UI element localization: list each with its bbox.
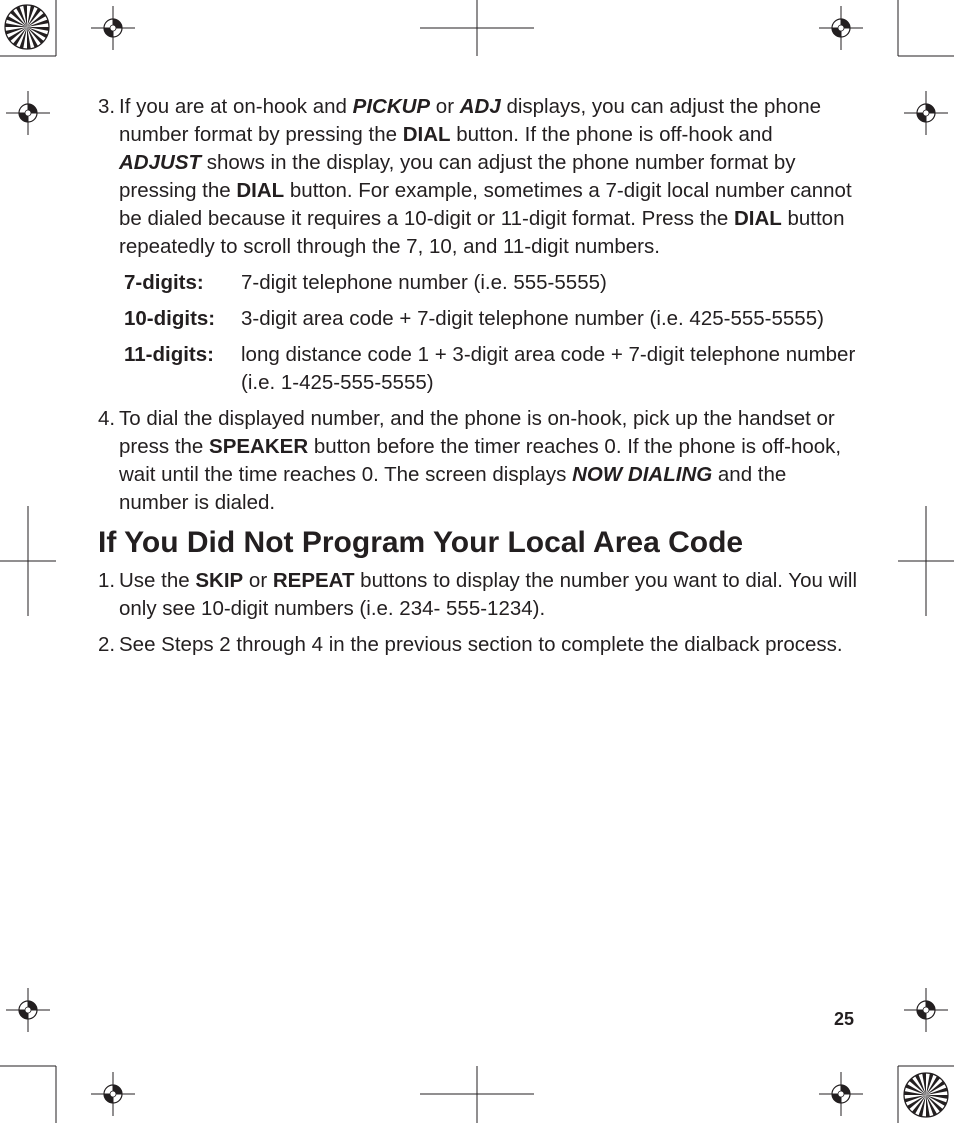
- definition-desc: 7-digit telephone number (i.e. 555-5555): [241, 271, 607, 294]
- steps-group-a: [98, 93, 858, 261]
- digit-definitions: [124, 269, 858, 397]
- button-name: SPEAKER: [209, 435, 309, 458]
- button-name: DIAL: [236, 179, 285, 202]
- display-term: NOW DIALING: [572, 463, 713, 486]
- text-segment: or: [430, 95, 460, 118]
- definition-desc: long distance code 1 + 3-digit area code + 7-digit telephone number (i.e. 1-425-555-5555): [241, 343, 856, 394]
- display-term: ADJ: [459, 95, 501, 118]
- text-segment: See Steps 2 through 4 in the previous section to complete the dialback process.: [119, 633, 843, 656]
- definition-term: 7-digits:: [124, 271, 204, 294]
- step-text: [119, 567, 858, 623]
- button-name: DIAL: [402, 123, 451, 146]
- step-item: [98, 405, 858, 517]
- steps-group-c: [98, 567, 858, 659]
- text-segment: button before the timer reaches 0. If the phone is off-hook, wait until the time reaches 0. The screen displays: [119, 435, 842, 486]
- text-segment: If you are at on-hook and: [119, 95, 353, 118]
- display-term: ADJUST: [119, 151, 202, 174]
- definition-term: 11-digits:: [124, 343, 214, 366]
- step-text: [119, 631, 858, 659]
- text-segment: shows in the display, you can adjust the phone number format by pressing the: [119, 151, 796, 202]
- text-segment: buttons to display the number you want to dial. You will only see 10-digit numbers (i.e. 234- 555-1234).: [119, 569, 858, 620]
- page-number: 25: [834, 1009, 855, 1029]
- button-name: SKIP: [195, 569, 244, 592]
- steps-group-b: [98, 405, 858, 517]
- text-segment: displays, you can adjust the phone number format by pressing the: [119, 95, 821, 146]
- definition-row: [124, 305, 858, 333]
- button-name: REPEAT: [272, 569, 355, 592]
- text-segment: To dial the displayed number, and the phone is on-hook, pick up the handset or press the: [119, 407, 835, 458]
- step-number: 1.: [98, 569, 116, 592]
- step-number: 2.: [98, 633, 116, 656]
- definition-term: 10-digits:: [124, 307, 216, 330]
- section-heading: If You Did Not Program Your Local Area Code: [98, 526, 744, 559]
- text-segment: button. For example, sometimes a 7-digit local number cannot be dialed because it requires a 10-digit or 11-digit format. Press the: [119, 179, 852, 230]
- manual-content: [98, 93, 858, 667]
- step-item: [98, 631, 858, 659]
- definition-desc: 3-digit area code + 7-digit telephone number (i.e. 425-555-5555): [241, 307, 824, 330]
- button-name: DIAL: [733, 207, 782, 230]
- definition-row: [124, 269, 858, 297]
- text-segment: or: [243, 569, 273, 592]
- step-number: 4.: [98, 407, 116, 430]
- step-text: [119, 93, 858, 261]
- text-segment: and the number is dialed.: [119, 463, 787, 514]
- step-item: [98, 567, 858, 623]
- text-segment: Use the: [119, 569, 196, 592]
- display-term: PICKUP: [352, 95, 431, 118]
- step-number: 3.: [98, 95, 116, 118]
- step-item: [98, 93, 858, 261]
- text-segment: button repeatedly to scroll through the 7, 10, and 11-digit numbers.: [119, 207, 845, 258]
- definition-row: [124, 341, 858, 397]
- text-segment: button. If the phone is off-hook and: [450, 123, 773, 146]
- step-text: [119, 405, 858, 517]
